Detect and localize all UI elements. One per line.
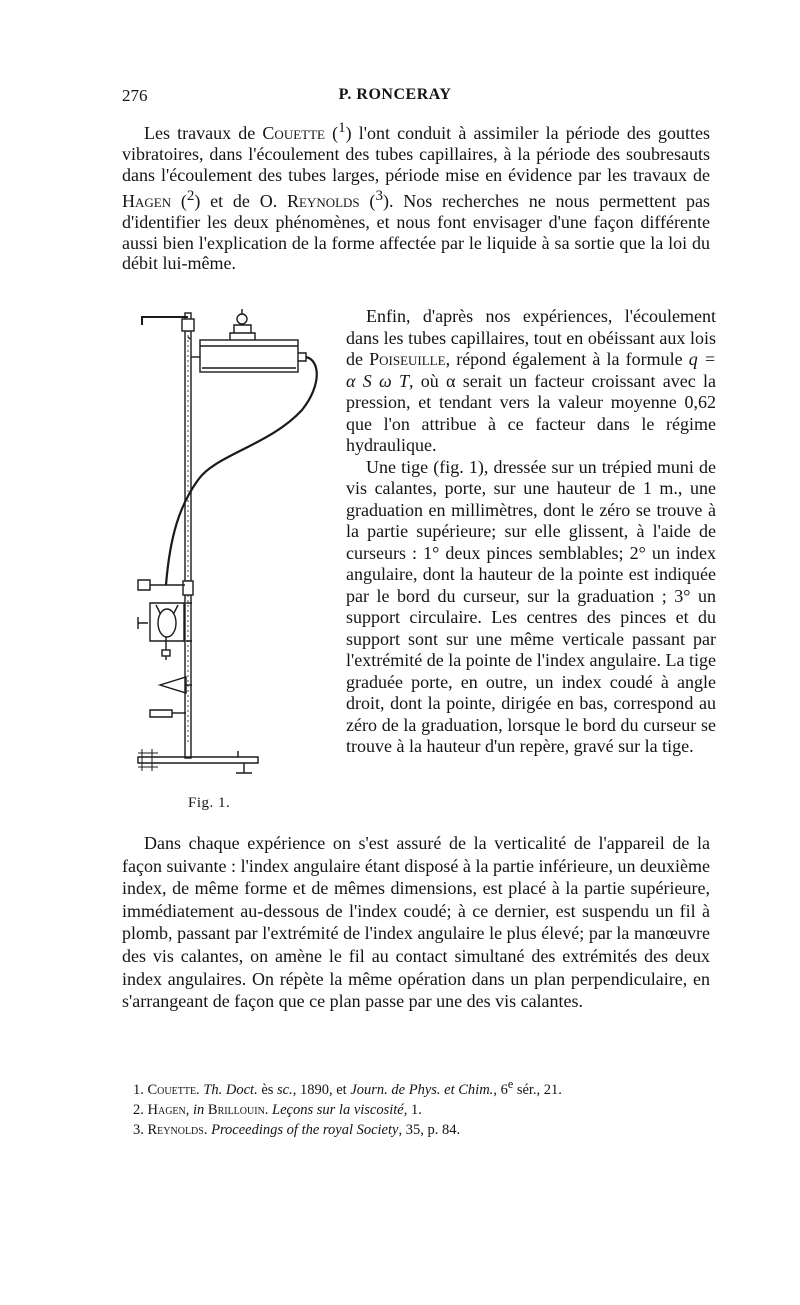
footnote-1-number: 1.: [133, 1081, 144, 1098]
footnote-ref-3: 3: [375, 187, 383, 204]
figure-apparatus: [130, 305, 335, 785]
fn1-journal: Journ. de Phys. et Chim.: [350, 1081, 494, 1098]
fn3-title: Proceedings of the royal Society: [211, 1121, 399, 1138]
fn2-text-4: , 1.: [403, 1101, 422, 1118]
author-hagen: Hagen: [122, 190, 172, 211]
paragraph-4: [122, 832, 710, 1013]
fn1-sup: e: [507, 1077, 514, 1091]
para1-text-1: Les travaux de: [144, 123, 263, 143]
author-poiseuille: Poiseuille: [369, 349, 446, 369]
fn3-text-2: , 35, p. 84.: [398, 1121, 461, 1138]
page-header: [122, 86, 668, 112]
para2-text-1: Enfin, d'après nos expériences, l'écoulement dans les tubes capillaires, tout en obéissant aux lois de: [346, 306, 716, 369]
fn2-title: Leçons sur la viscosité: [272, 1101, 404, 1118]
wrapped-text-column: [346, 306, 716, 758]
reservoir: [200, 340, 298, 372]
paragraph-3: Une tige (fig. 1), dressée sur un trépied muni de vis calantes, porte, sur une hauteur de 1 m., une graduation en millimètres, dont le zéro se trouve à la partie supérieure; sur elle glissent, à l'aide de curseurs : 1° deux pinces semblables; 2° un index angulaire, dont la hauteur de la pointe est indiquée par le bord du curseur, sur la graduation ; 3° un support circulaire. Les centres des pinces et du support sont sur une même verticale passant par l'extrémité de la pointe de l'index angulaire. La tige graduée porte, en outre, un index coudé à angle droit, dont la pointe, dirigée en bas, correspond au zéro de la graduation, lorsque le bord du curseur se trouve à la hauteur d'un repère, gravé sur la tige.: [346, 456, 716, 756]
fn1-sc: sc.: [277, 1081, 293, 1098]
angle-index: [142, 317, 188, 325]
fn1-text-5: sér., 21.: [513, 1081, 562, 1098]
para1-text-4: . Nos recherches ne nous permettent pas d'identifier les deux phénomènes, et nous font envisager d'une façon différente aussi bien l'explication de la forme affectée par le liquide à sa sortie que la loi du débit lui-même.: [122, 190, 710, 274]
paragraph-1: Les travaux de Couette ($^1$) l'ont conduit à assimiler la période des gouttes vibratoires, dans l'écoulement des tubes capillaires, à la période des soubresauts dans l'écoulement des tubes larges, période mise en évidence par les travaux de Hagen ($^2$) et de O. Reynolds ($^3$). Nos recherches ne nous permettent pas d'identifier les deux phénomènes, et nous font envisager d'une façon différente aussi bien l'explication de la forme affectée par le liquide à sa sortie que la loi du débit lui-même.: [122, 120, 711, 274]
fn1-text-4: , 6: [493, 1081, 508, 1098]
fn2-in: in: [193, 1101, 205, 1118]
para1-text-2: l'ont conduit à assimiler la période des gouttes vibratoires, dans l'écoulement des tubes capillaires, à la période des soubresauts dans l'écoulement des tubes larges, période mise en évidence par les travaux de: [122, 123, 711, 185]
author-reynolds: Reynolds: [286, 190, 360, 211]
footnote-3-author: Reynolds.: [147, 1121, 208, 1138]
tripod-base: [138, 757, 258, 763]
formula: q = α S ω T: [346, 349, 716, 391]
paragraph-4-text: Dans chaque expérience on s'est assuré de la verticalité de l'appareil de la façon suivante : l'index angulaire étant disposé à la partie inférieure, un deuxième index, de même forme et de mêmes dimensions, est placé à la partie supérieure, immédiatement au-dessous de l'index coudé; à ce dernier, est suspendu un fil à plomb, passant par l'extrémité de l'index angulaire le plus élevé; par la manœuvre des vis calantes, on amène le fil au contact simultané des extrémités des deux index angulaires. On répète la même opération dans un plan perpendiculaire, en s'arrangeant de façon que ce plan passe par une des vis calantes.: [122, 833, 710, 1012]
footnote-ref-1: 1: [338, 120, 346, 136]
running-title: P. RONCERAY: [338, 86, 452, 103]
fn1-text-3: , 1890, et: [292, 1081, 351, 1098]
footnote-2-number: 2.: [133, 1101, 144, 1118]
footnote-1-author: Couette.: [147, 1081, 200, 1098]
author-couette: Couette: [262, 123, 325, 143]
page-number: 276: [122, 86, 148, 105]
footnote-2-author2: Brillouin.: [207, 1101, 269, 1118]
para1-text-3: et de O.: [200, 190, 287, 211]
footnote-2-author: Hagen,: [147, 1101, 190, 1118]
footnote-3: [133, 1120, 713, 1140]
figure-caption: Fig. 1.: [188, 795, 231, 811]
fn1-title: Th. Doct.: [203, 1081, 258, 1098]
para2-text-3: , où α serait un facteur croissant avec la pression, et tendant vers la valeur moyenne 0,62 que l'on attribue à ce facteur dans le régime hydraulique.: [346, 370, 717, 455]
footnote-2: [133, 1100, 713, 1120]
apparatus-drawing: [130, 305, 335, 785]
footnote-3-number: 3.: [133, 1121, 144, 1138]
para2-text-2: , répond également à la formule: [445, 349, 689, 369]
paragraph-2: [346, 306, 716, 457]
footnotes: [133, 1074, 713, 1140]
footnote-1: [133, 1074, 713, 1100]
fn1-text-2: ès: [257, 1081, 278, 1098]
footnote-ref-2: 2: [186, 187, 195, 204]
